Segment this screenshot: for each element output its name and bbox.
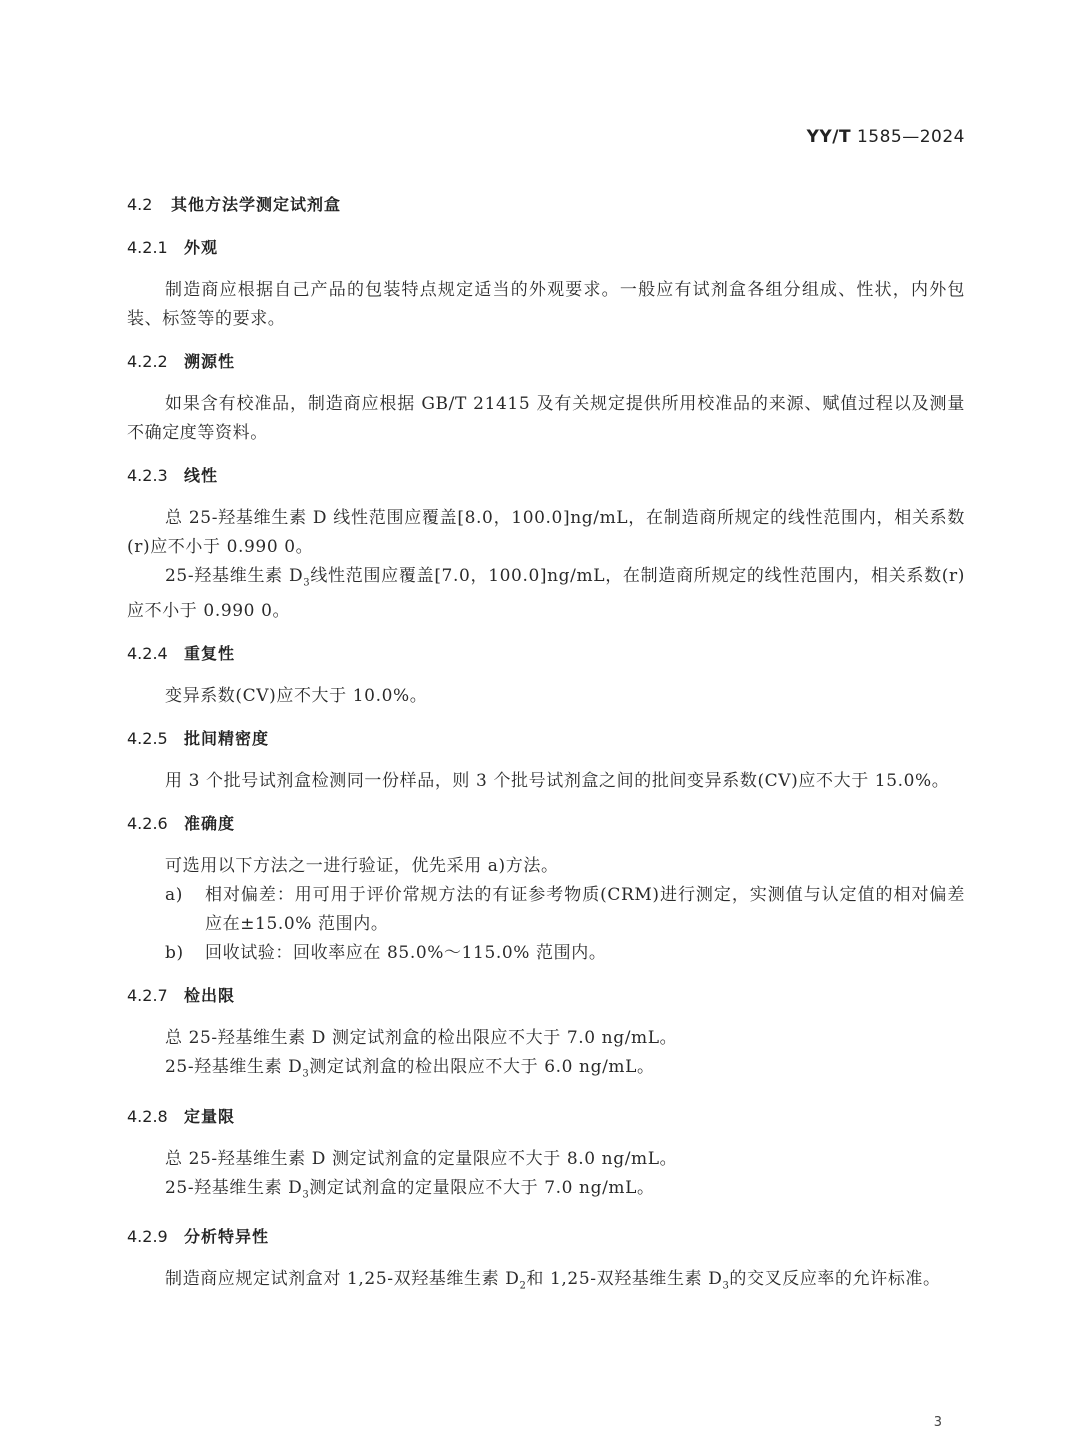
section-heading: 4.2.5 批间精密度 — [127, 729, 270, 749]
page-number: 3 — [933, 1415, 942, 1430]
paragraph: 可选用以下方法之一进行验证，优先采用 a)方法。 — [165, 856, 559, 877]
paragraph: 制造商应根据自己产品的包装特点规定适当的外观要求。一般应有试剂盒各组分组成、性状，内外包装、标签等的要求。 — [127, 280, 965, 329]
section-heading: 4.2 其他方法学测定试剂盒 — [127, 195, 342, 214]
section-heading: 4.2.3 线性 — [127, 466, 219, 485]
paragraph: 变异系数(CV)应不大于 10.0%。 — [165, 686, 428, 707]
list-item: a) 相对偏差：用可用于评价常规方法的有证参考物质(CRM)进行测定，实测值与认定值的相对偏差应在±15.0% 范围内。 — [165, 885, 965, 935]
paragraph: 25-羟基维生素 $D_3$测定试剂盒的定量限应不大于 7.0 ng/mL。 — [165, 1177, 655, 1201]
paragraph: 25-羟基维生素 $D_3$测定试剂盒的检出限应不大于 6.0 ng/mL。 — [165, 1057, 655, 1080]
section-heading: 4.2.6 准确度 — [127, 814, 236, 834]
paragraph: 制造商应规定试剂盒对 1,25-双羟基维生素 $D_2$和 1,25-双羟基维生素 $D_3$的交叉反应率的允许标准。 — [165, 1269, 941, 1292]
section-heading: 4.2.4 重复性 — [127, 644, 236, 664]
paragraph: 总 25-羟基维生素 D 线性范围应覆盖[8.0，100.0]ng/mL，在制造商所规定的线性范围内，相关系数(r)应不小于 0.990 0。 — [127, 508, 965, 557]
standard-prefix: YY/T — [806, 127, 852, 147]
list-item: b) 回收试验：回收率应在 85.0%～115.0% 范围内。 — [165, 943, 607, 964]
section-heading: 4.2.1 外观 — [127, 238, 219, 257]
section-heading: 4.2.7 检出限 — [127, 986, 236, 1006]
paragraph: 如果含有校准品，制造商应根据 GB/T 21415 及有关规定提供所用校准品的来源、赋值过程以及测量不确定度等资料。 — [127, 394, 965, 443]
section-heading: 4.2.8 定量限 — [127, 1106, 236, 1126]
section-heading: 4.2.2 溯源性 — [127, 352, 236, 371]
paragraph: 25-羟基维生素 $D_3$线性范围应覆盖[7.0，100.0]ng/mL，在制造商所规定的线性范围内，相关系数(r)应不小于 0.990 0。 — [127, 566, 965, 622]
paragraph: 用 3 个批号试剂盒检测同一份样品，则 3 个批号试剂盒之间的批间变异系数(CV)应不大于 15.0%。 — [165, 771, 950, 792]
document-body — [127, 190, 965, 1301]
paragraph: 总 25-羟基维生素 D 测定试剂盒的检出限应不大于 7.0 ng/mL。 — [165, 1028, 678, 1049]
paragraph: 总 25-羟基维生素 D 测定试剂盒的定量限应不大于 8.0 ng/mL。 — [165, 1148, 678, 1169]
section-heading: 4.2.9 分析特异性 — [127, 1227, 270, 1247]
standard-number: 1585—2024 — [856, 127, 965, 147]
document-code — [807, 127, 965, 147]
